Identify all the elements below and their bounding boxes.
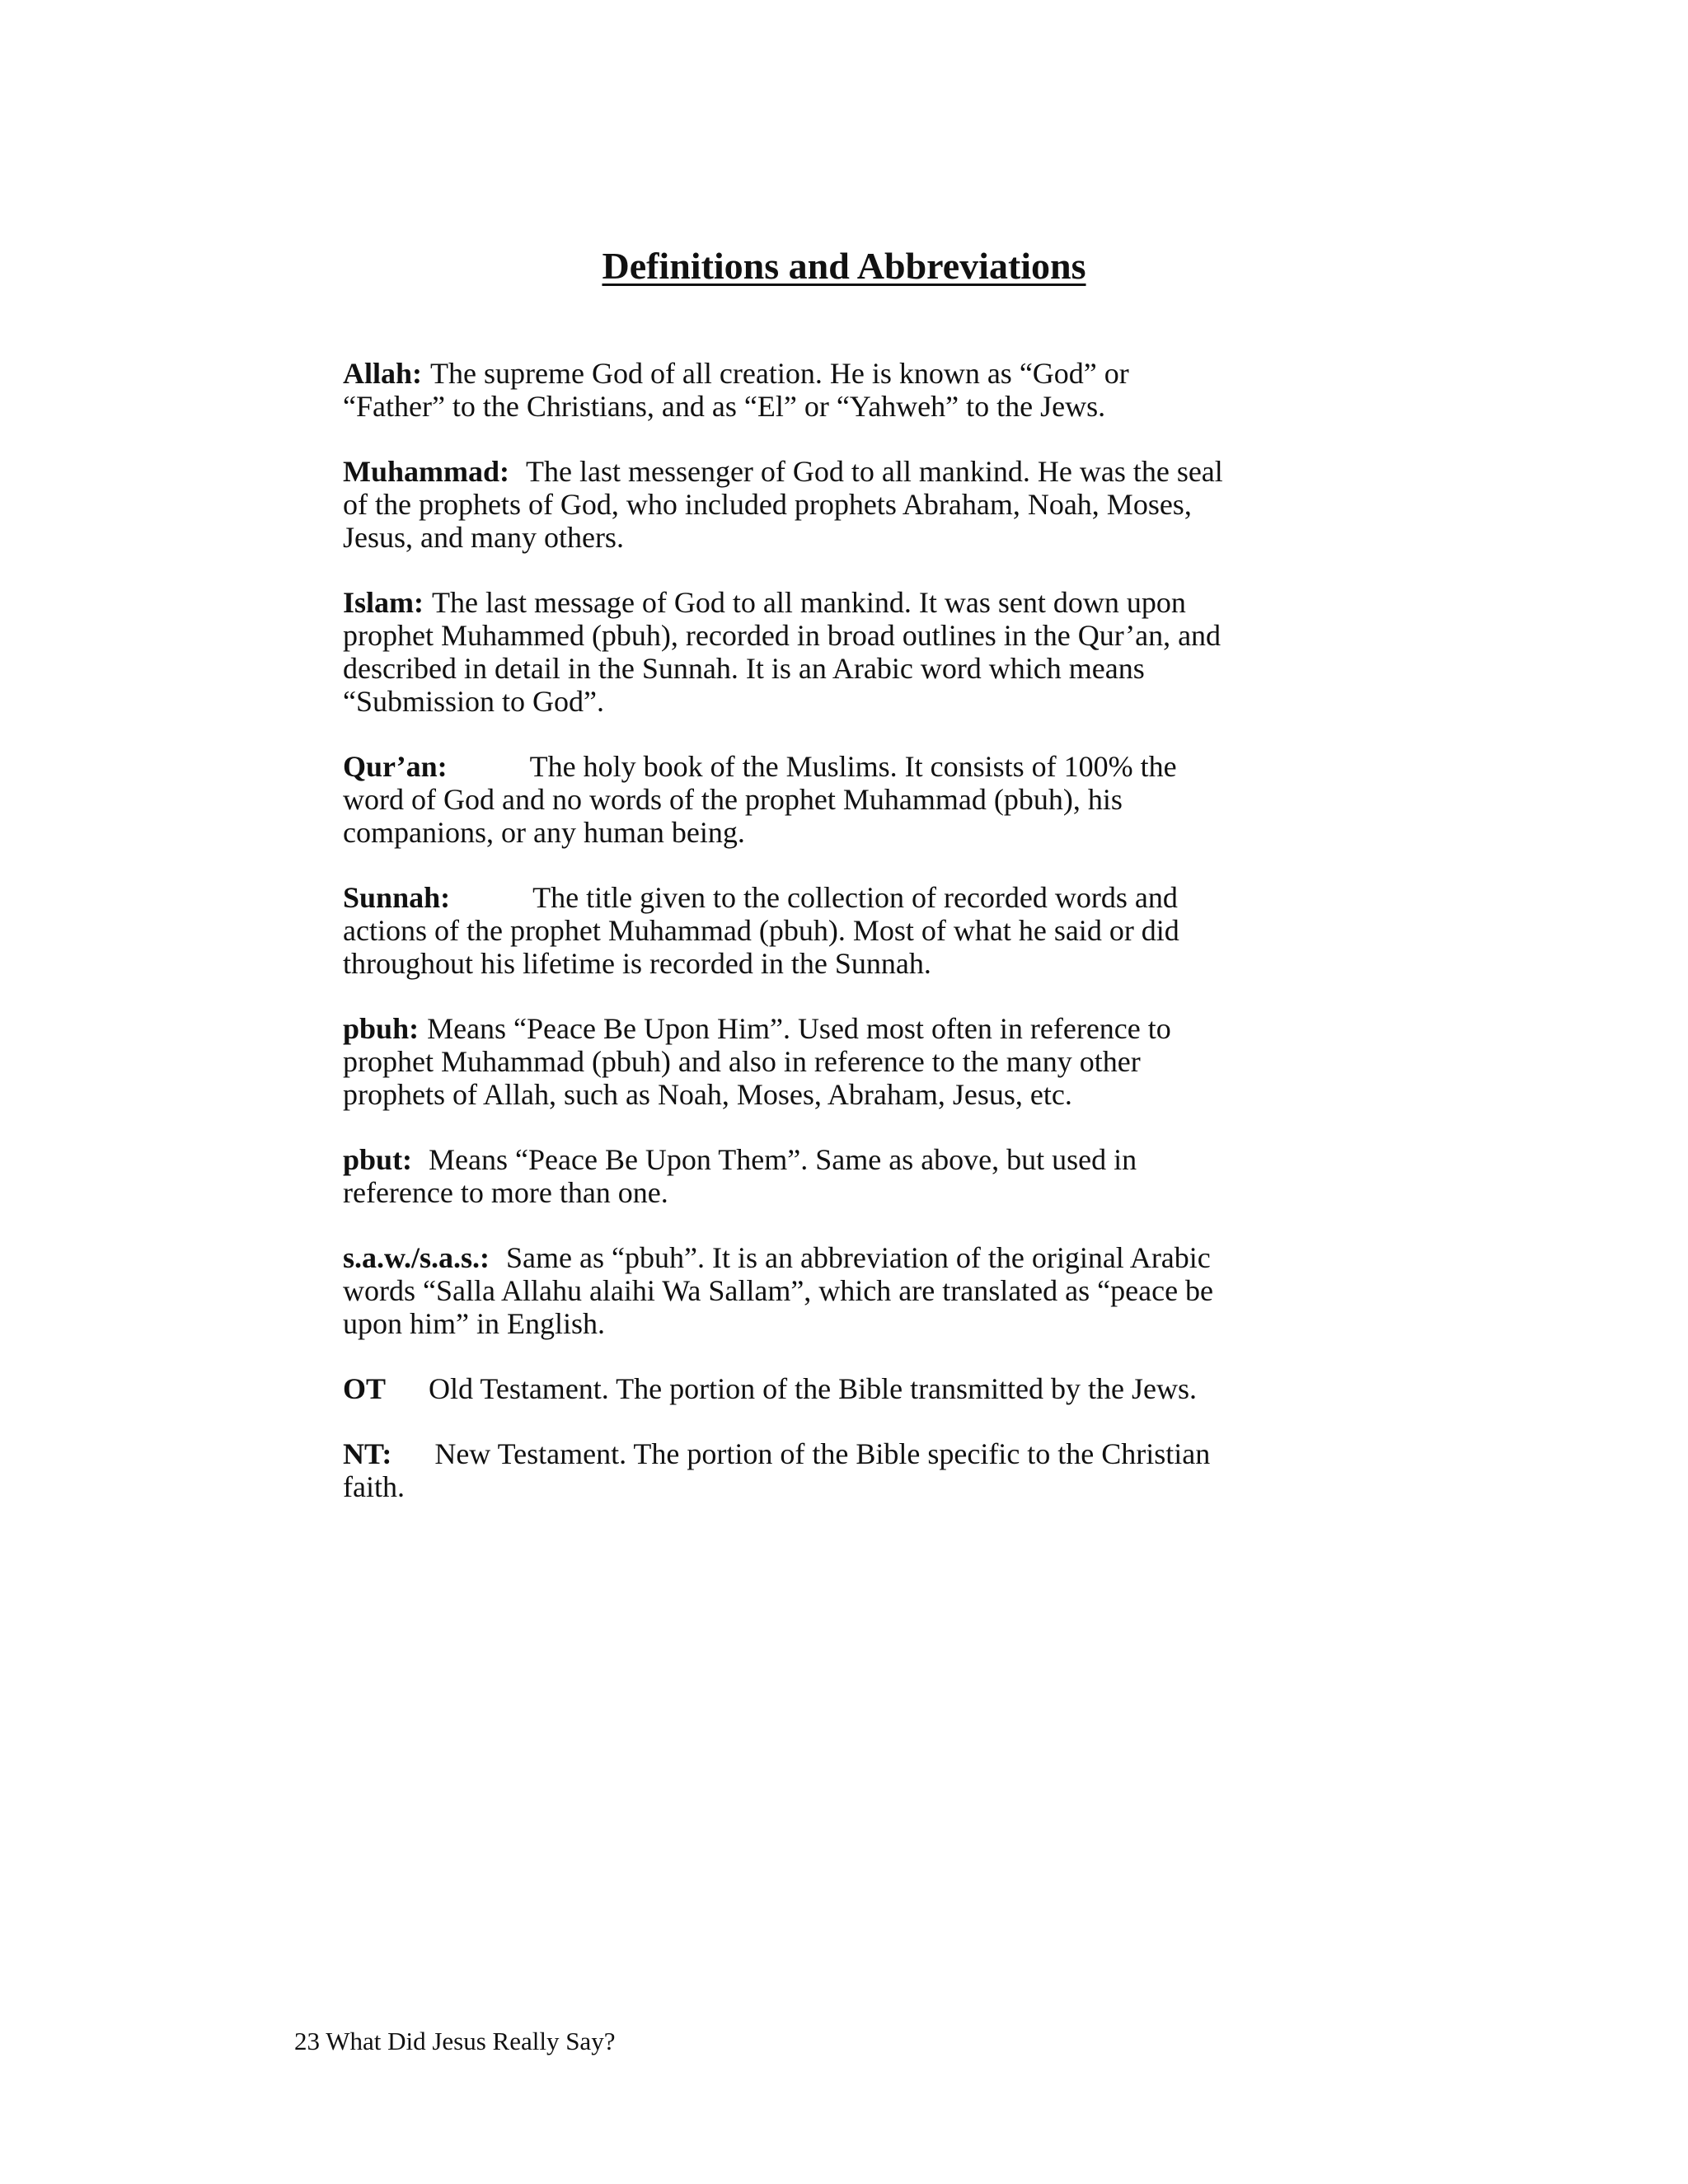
definition-term: Muhammad:	[343, 455, 510, 488]
definition-term: NT:	[343, 1437, 392, 1470]
page-title: Definitions and Abbreviations	[602, 244, 1086, 287]
definition-nt	[343, 1437, 1233, 1503]
definition-text: New Testament. The portion of the Bible specific to the Christian faith.	[343, 1437, 1211, 1503]
definition-term: pbut:	[343, 1143, 413, 1176]
definition-term: Islam:	[343, 586, 424, 619]
definition-saw-sas	[343, 1241, 1233, 1340]
definition-islam	[343, 586, 1233, 718]
definition-text: The holy book of the Muslims. It consists of 100% the word of God and no words of the prophet Muhammad (pbuh), his companions, or any human being.	[343, 750, 1177, 849]
definition-sunnah	[343, 881, 1233, 980]
definition-allah	[343, 357, 1233, 423]
definition-quran	[343, 750, 1233, 849]
definition-term: s.a.w./s.a.s.:	[343, 1241, 490, 1274]
definition-term: pbuh:	[343, 1012, 420, 1045]
definition-text: Means “Peace Be Upon Him”. Used most often in reference to prophet Muhammad (pbuh) and also in reference to the many other prophets of Allah, such as Noah, Moses, Abraham, Jesus, etc.	[343, 1012, 1171, 1111]
definition-term: Qur’an:	[343, 750, 448, 783]
definition-text: Old Testament. The portion of the Bible transmitted by the Jews.	[429, 1372, 1198, 1405]
definition-text: Same as “pbuh”. It is an abbreviation of the original Arabic words “Salla Allahu alaihi Wa Sallam”, which are translated as “peace be upon him” in English.	[343, 1241, 1214, 1340]
definition-muhammad	[343, 455, 1233, 554]
definition-pbut	[343, 1143, 1233, 1209]
definition-text: The title given to the collection of recorded words and actions of the prophet Muhammad (pbuh). Most of what he said or did throughout his lifetime is recorded in the Sunnah.	[343, 881, 1179, 980]
page-footer: 23 What Did Jesus Really Say?	[294, 2027, 616, 2055]
definition-term: Sunnah:	[343, 881, 451, 914]
definitions-list	[343, 357, 1233, 1535]
definition-text: Means “Peace Be Upon Them”. Same as above, but used in reference to more than one.	[343, 1143, 1137, 1209]
definition-text: The last messenger of God to all mankind. He was the seal of the prophets of God, who included prophets Abraham, Noah, Moses, Jesus, and many others.	[343, 455, 1223, 554]
definition-text: The supreme God of all creation. He is known as “God” or “Father” to the Christians, and as “El” or “Yahweh” to the Jews.	[343, 357, 1129, 423]
definition-text: The last message of God to all mankind. It was sent down upon prophet Muhammed (pbuh), recorded in broad outlines in the Qur’an, and described in detail in the Sunnah. It is an Arabic word which means “Submission to God”.	[343, 586, 1221, 718]
definition-ot	[343, 1372, 1233, 1405]
definition-term: OT	[343, 1372, 387, 1405]
definition-pbuh	[343, 1012, 1233, 1111]
definition-term: Allah:	[343, 357, 423, 390]
